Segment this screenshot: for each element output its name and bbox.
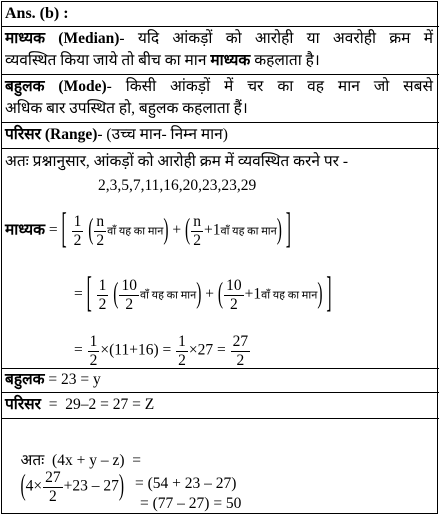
numerator: 10 — [121, 277, 137, 294]
fraction-27-over-2 — [43, 470, 63, 504]
answer-box — [1, 1, 438, 514]
divider — [2, 392, 439, 393]
median-definition-line-2 — [5, 52, 320, 70]
fraction-n-over-2 — [94, 214, 106, 248]
left-paren: ( — [20, 469, 26, 503]
mode-term: बहुलक (Mode) — [5, 78, 107, 95]
divider — [2, 26, 439, 27]
left-bracket: [ — [86, 270, 92, 317]
fraction-half — [88, 334, 100, 368]
median-definition-line-1 — [5, 30, 433, 48]
final-step-3: = (77 – 27) = 50 — [140, 495, 242, 512]
numerator: 27 — [45, 469, 61, 486]
denominator: 2 — [96, 231, 105, 249]
final-lhs: अतः (4x + y – z) = — [20, 452, 141, 469]
numerator: 1 — [98, 277, 107, 294]
term-value-text: वॉं यह का मान — [261, 289, 318, 302]
right-paren: ) — [317, 277, 323, 311]
denominator: 2 — [73, 231, 82, 249]
numerator: 1 — [73, 213, 82, 230]
divider — [2, 148, 439, 149]
left-paren: ( — [113, 277, 119, 311]
fraction-half — [97, 278, 109, 312]
numerator: n — [193, 213, 201, 230]
median-bold-word: माध्यक — [210, 52, 251, 69]
four: 4 — [25, 477, 34, 495]
sorted-sequence: 2,3,5,7,11,16,20,23,23,29 — [98, 177, 257, 194]
fraction-10-over-2 — [119, 278, 139, 312]
times-27: ×27 — [188, 341, 214, 359]
denominator: 2 — [229, 295, 238, 313]
fraction-half — [72, 214, 84, 248]
right-paren: ) — [276, 213, 282, 247]
right-paren: ) — [196, 277, 202, 311]
left-paren: ( — [185, 213, 191, 247]
equals-sign: = — [217, 341, 226, 359]
equals-sign: = — [48, 221, 58, 239]
right-bracket: ] — [285, 206, 291, 253]
median-substitution — [74, 270, 332, 317]
equals-sign: = — [162, 341, 172, 359]
numerator: 1 — [89, 333, 98, 350]
plus-sign: + — [205, 285, 215, 303]
plus-sign: + — [172, 221, 182, 239]
mode-definition-line-2: अधिक बार उपस्थित हो, बहुलक कहलाता हैं। — [5, 100, 248, 117]
divider — [2, 418, 439, 419]
mode-result — [5, 371, 101, 389]
left-paren: ( — [217, 277, 224, 311]
sum-expression: (11+16) — [109, 341, 159, 359]
denominator: 2 — [89, 351, 98, 369]
times-sign: × — [33, 477, 43, 495]
final-rest: +23 – 27 — [63, 477, 119, 495]
answer-heading: Ans. (b) : — [5, 5, 69, 22]
plus-one: +1 — [244, 285, 262, 303]
mode-result-value: = 23 = y — [44, 371, 101, 388]
median-definition-text: - यदि आंकड़ों को आरोही या अवरोही क्रम में — [119, 30, 433, 47]
fraction-n-over-2 — [191, 214, 203, 248]
equals-sign: = — [74, 285, 83, 303]
divider — [2, 368, 439, 369]
denominator: 2 — [236, 351, 245, 369]
denominator: 2 — [125, 295, 134, 313]
term-value-text: वॉं यह का मान — [107, 225, 164, 238]
median-calculation — [74, 334, 251, 368]
final-step-2: = (54 + 23 – 27) — [135, 475, 237, 492]
denominator: 2 — [98, 295, 107, 313]
numerator: 1 — [178, 333, 186, 350]
range-result — [5, 396, 154, 414]
mode-definition-text: - किसी आंकड़ों में चर का वह मान जो सबसे — [106, 78, 433, 95]
numerator: n — [96, 213, 105, 230]
median-formula — [5, 206, 291, 253]
numerator: 27 — [232, 333, 249, 350]
numerator: 10 — [226, 277, 242, 294]
median-text-pre: व्यवस्थित किया जाये तो बीच का मान — [5, 52, 211, 69]
denominator: 2 — [193, 231, 201, 249]
fraction-half — [176, 334, 188, 368]
range-definition — [5, 126, 228, 144]
range-result-label: परिसर — [5, 396, 41, 413]
fraction-27-over-2 — [231, 334, 251, 368]
divider — [2, 122, 439, 123]
divider — [2, 74, 439, 75]
median-formula-label: माध्यक — [5, 221, 46, 239]
left-bracket: [ — [61, 206, 67, 253]
final-expression — [5, 434, 141, 522]
arrange-line: अतः प्रश्नानुसार, आंकड़ों को आरोही क्रम में व्यवस्थित करने पर - — [5, 153, 349, 170]
term-value-text: वॉं यह का मान — [139, 289, 197, 302]
right-paren: ) — [163, 213, 169, 247]
mode-result-label: बहुलक — [5, 371, 45, 388]
right-paren: ) — [118, 469, 125, 503]
right-bracket: ] — [326, 270, 332, 317]
plus-one: +1 — [203, 221, 221, 239]
denominator: 2 — [49, 487, 57, 505]
range-result-value: = 29–2 = 27 = Z — [40, 396, 155, 413]
denominator: 2 — [178, 351, 186, 369]
left-paren: ( — [88, 213, 94, 247]
fraction-10-over-2 — [224, 278, 244, 312]
equals-sign: = — [74, 341, 83, 359]
range-definition-text: - (उच्च मान- निम्न मान) — [97, 126, 228, 143]
times-sign: × — [100, 341, 110, 359]
term-value-text: वॉं यह का मान — [220, 225, 277, 238]
range-term: परिसर (Range) — [5, 126, 98, 143]
median-term: माध्यक (Median) — [5, 30, 120, 47]
mode-definition-line-1 — [5, 78, 433, 96]
median-text-post: कहलाता है। — [250, 52, 320, 69]
